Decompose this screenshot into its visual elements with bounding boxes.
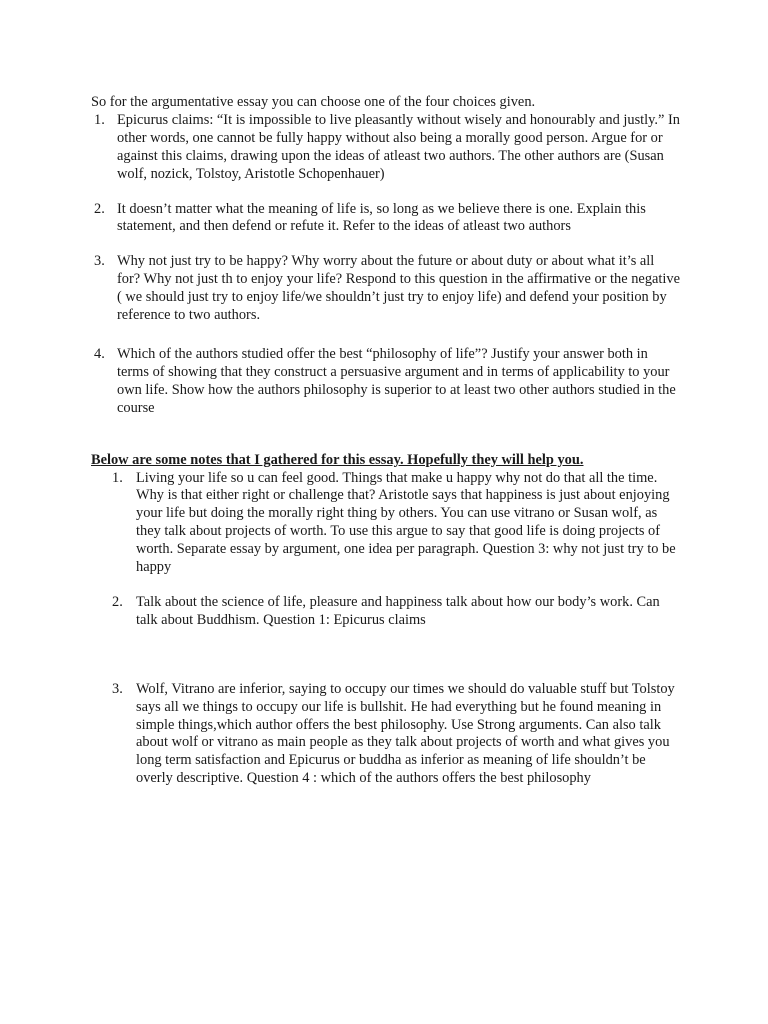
document-body bbox=[91, 94, 681, 788]
note-item bbox=[112, 681, 681, 788]
choice-text: Epicurus claims: “It is impossible to live pleasantly without wisely and honourably and justly.” In other words, one cannot be fully happy without also being a morally good person. Argue for or against this claims, drawing upon the ideas of atleast two authors. The other authors are (Susan wolf, nozick, Tolstoy, Aristotle Schopenhauer) bbox=[117, 111, 681, 182]
note-text: Talk about the science of life, pleasure and happiness talk about how our body’s work. Can talk about Buddhism. Question 1: Epicurus claims bbox=[136, 593, 660, 628]
notes-heading: Below are some notes that I gathered for this essay. Hopefully they will help you. bbox=[91, 451, 584, 468]
essay-choice bbox=[91, 346, 681, 418]
essay-choices-list bbox=[91, 112, 681, 418]
note-item bbox=[112, 470, 681, 577]
notes-list bbox=[112, 470, 681, 789]
essay-choice bbox=[91, 253, 681, 325]
choice-number: 1. bbox=[94, 111, 105, 128]
note-number: 1. bbox=[112, 469, 123, 486]
note-number: 3. bbox=[112, 680, 123, 697]
intro-line: So for the argumentative essay you can choose one of the four choices given. bbox=[91, 94, 536, 110]
note-item bbox=[112, 594, 681, 630]
choice-text: Which of the authors studied offer the best “philosophy of life”? Justify your answer both in terms of showing that they construct a persuasive argument and in terms of applicability to your own life. Show how the authors philosophy is superior to at least two other authors studied in the course bbox=[117, 345, 676, 416]
choice-number: 3. bbox=[94, 253, 105, 270]
choice-text: It doesn’t matter what the meaning of life is, so long as we believe there is one. Explain this statement, and then defend or refute it. Refer to the ideas of atleast two authors bbox=[117, 200, 646, 235]
essay-choice bbox=[91, 112, 681, 184]
choice-number: 4. bbox=[94, 345, 105, 362]
note-text: Living your life so u can feel good. Things that make u happy why not do that all the time. Why is that either right or challenge that? Aristotle says that happiness is just about enjoying your life but doing the morally right thing by others. You can use vitrano or Susan wolf, as they talk about projects of worth. To use this argue to say that good life is doing projects of worth. Separate essay by argument, one idea per paragraph. Question 3: why not just try to be happy bbox=[136, 469, 676, 576]
essay-choice bbox=[91, 201, 681, 237]
choice-number: 2. bbox=[94, 200, 105, 217]
note-text: Wolf, Vitrano are inferior, saying to occupy our times we should do valuable stuff but Tolstoy says all we things to occupy our life is bullshit. He had everything but he found meaning in simple things,which author offers the best philosophy. Use Strong arguments. Can also talk about wolf or vitrano as main people as they talk about projects of worth and what gives you long term satisfaction and Epicurus or buddha as inferior as meaning of life shouldn’t be overly descriptive. Question 4 : which of the authors offers the best philosophy bbox=[136, 680, 675, 787]
note-number: 2. bbox=[112, 593, 123, 610]
choice-text: Why not just try to be happy? Why worry about the future or about duty or about what it’s all for? Why not just th to enjoy your life? Respond to this question in the affirmative or the negative ( we should just try to enjoy life/we shouldn’t just try to enjoy life) and defend your position by reference to two authors. bbox=[117, 253, 680, 324]
